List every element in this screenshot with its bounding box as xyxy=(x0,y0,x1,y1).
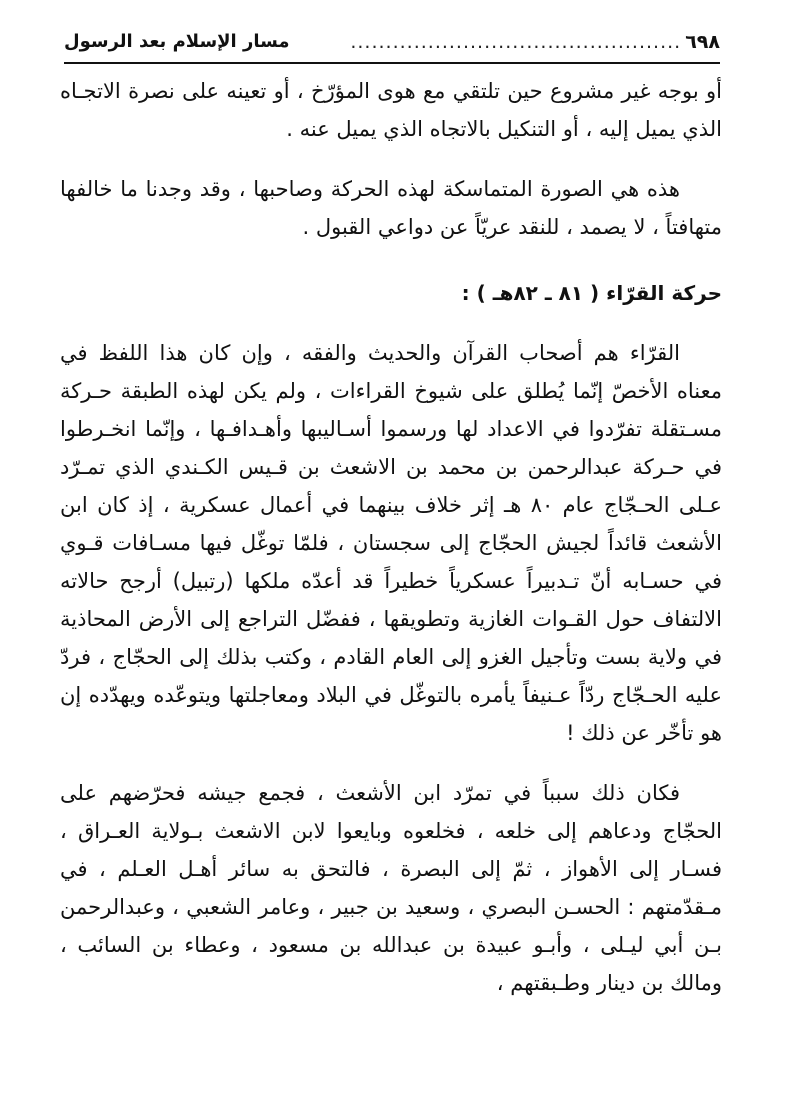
running-title: مسار الإسلام بعد الرسول xyxy=(64,31,290,52)
paragraph-4: فكان ذلك سبباً في تمرّد ابن الأشعث ، فجمع جيشه فحرّضهم على الحجّاج ودعاهم إلى خلعه ، فخلعوه وبايعوا لابن الاشعث بـولاية العـراق ، فسـار إلى الأهواز ، ثمّ إلى البصرة ، فالتحق به سائر أهـل العـلم ، في مـقدّمتهم : الحسـن البصري ، وسعيد بن جبير ، وعامر الشعبي ، وعبدالرحمن بـن أبي ليـلى ، وأبـو عبيدة بن عبدالله بن مسعود ، وعطاء بن السائب ، ومالك بن دينار وطـبقتهم ، xyxy=(60,781,722,995)
page-header xyxy=(64,24,720,60)
paragraph-3: القرّاء هم أصحاب القرآن والحديث والفقه ، وإن كان هذا اللفظ في معناه الأخصّ إنّما يُطلق على شيوخ القراءات ، ولم يكن لهذه الطبقة حـركة مسـتقلة تفرّدوا في الاعداد لها ورسموا أسـاليبها وأهـدافـها ، وإنّما انخـرطوا في حـركة عبدالرحمن بن محمد بن الاشعث بن قـيس الكـندي الذي تمـرّد عـلى الحـجّاج عام ٨٠ هـ إثر خلاف بينهما في أعمال عسكرية ، إذ كان ابن الأشعث قائداً لجيش الحجّاج إلى سجستان ، فلمّا توغّل فيها مسـافات قـوي في حسـابه أنّ تـدبيراً عسكرياً خطيراً قد أعدّه ملكها (رتبيل) أرجح حالاته الالتفاف حول القـوات الغازية وتطويقها ، ففضّل التراجع إلى الأرض المحاذية في ولاية بست وتأجيل الغزو إلى العام القادم ، وكتب بذلك إلى الحجّاج ، فردّ عليه الحـجّاج ردّاً عـنيفاً يأمره بالتوغّل في البلاد ومعاجلتها ويتوعّده ويهدّده إن هو تأخّر عن ذلك ! xyxy=(60,341,722,745)
header-rule xyxy=(64,62,720,64)
section-heading: حركة القرّاء ( ٨١ ـ ٨٢هـ ) : xyxy=(461,281,722,305)
page-body xyxy=(60,72,722,1002)
header-leader-dots: ............................................... xyxy=(350,31,682,53)
paragraph-2: هذه هي الصورة المتماسكة لهذه الحركة وصاحبها ، وقد وجدنا ما خالفها متهافتاً ، لا يصمد ، للنقد عريّاً عن دواعي القبول . xyxy=(60,177,722,239)
paragraph-1: أو بوجه غير مشروع حين تلتقي مع هوى المؤرّخ ، أو تعينه على نصرة الاتجـاه الذي يميل إليه ، أو التنكيل بالاتجاه الذي يميل عنه . xyxy=(60,79,722,141)
page-number: ٦٩٨ xyxy=(685,31,720,53)
